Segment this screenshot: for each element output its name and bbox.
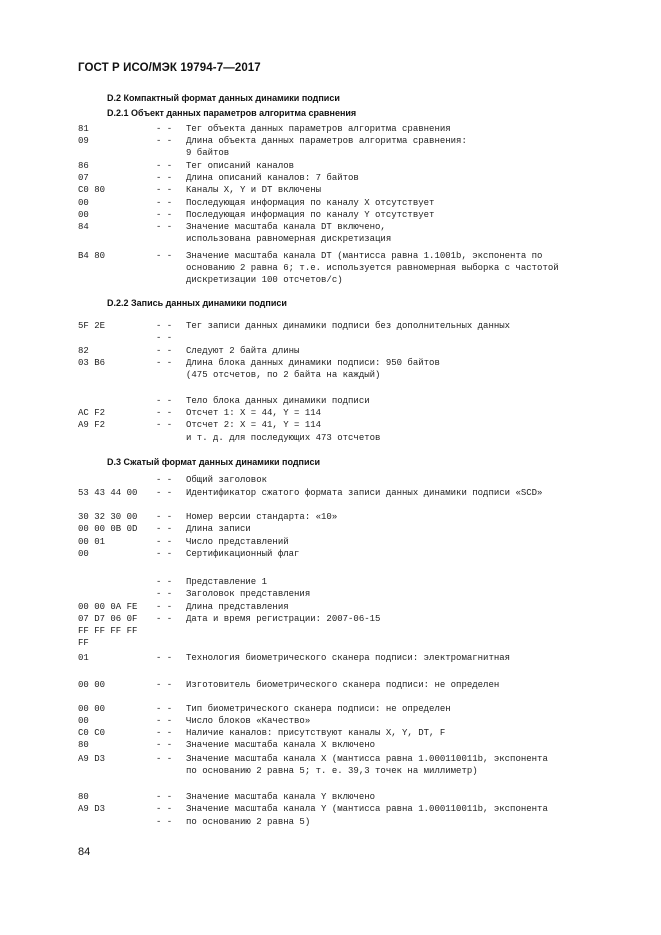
hex-code: 84: [78, 222, 89, 232]
listing-row: [78, 625, 631, 637]
listing-row: [78, 548, 631, 560]
listing-row: [78, 209, 631, 221]
dash-separator: - -: [156, 222, 173, 232]
dash-separator: - -: [156, 488, 173, 498]
dash-separator: - -: [156, 210, 173, 220]
listing-row: [78, 197, 631, 209]
row-description: дискретизации 100 отсчетов/с): [186, 275, 343, 285]
row-description: Тип биометрического сканера подписи: не определен: [186, 704, 451, 714]
row-description: Дата и время регистрации: 2007-06-15: [186, 614, 381, 624]
listing-row: [78, 432, 631, 444]
row-description: по основанию 2 равна 5): [186, 817, 311, 827]
dash-separator: - -: [156, 333, 173, 343]
row-description: и т. д. для последующих 473 отсчетов: [186, 433, 381, 443]
hex-code: 00 00 0A FE: [78, 602, 138, 612]
listing-row: [78, 613, 631, 625]
hex-code: C0 C0: [78, 728, 106, 738]
listing-row: [78, 576, 631, 588]
hex-code: 81: [78, 124, 89, 134]
listing-row: [78, 637, 631, 649]
dash-separator: - -: [156, 251, 173, 261]
row-description: Длина блока данных динамики подписи: 950 байтов: [186, 358, 440, 368]
listing-row: [78, 523, 631, 535]
hex-code: FF FF FF FF: [78, 626, 138, 636]
section-d21-title: D.2.1 Объект данных параметров алгоритма сравнения: [107, 108, 357, 118]
listing-row: [78, 816, 631, 828]
row-description: Длина записи: [186, 524, 251, 534]
listing-row: [78, 419, 631, 431]
hex-code: AC F2: [78, 408, 106, 418]
row-description: Изготовитель биометрического сканера подписи: не определен: [186, 680, 500, 690]
listing-row: [78, 147, 631, 159]
dash-separator: - -: [156, 817, 173, 827]
hex-code: 07: [78, 173, 89, 183]
dash-separator: - -: [156, 358, 173, 368]
row-description: по основанию 2 равна 5; т. е. 39,3 точек на миллиметр): [186, 766, 478, 776]
dash-separator: - -: [156, 512, 173, 522]
listing-row: [78, 233, 631, 245]
dash-separator: - -: [156, 321, 173, 331]
row-description: (475 отсчетов, по 2 байта на каждый): [186, 370, 381, 380]
row-description: основанию 2 равна 6; т.е. используется равномерная выборка с частотой: [186, 263, 559, 273]
row-description: Тег записи данных динамики подписи без дополнительных данных: [186, 321, 511, 331]
row-description: Следуют 2 байта длины: [186, 346, 300, 356]
row-description: Длина объекта данных параметров алгоритма сравнения:: [186, 136, 467, 146]
dash-separator: - -: [156, 475, 173, 485]
row-description: Идентификатор сжатого формата записи данных динамики подписи «SCD»: [186, 488, 543, 498]
hex-code: C0 80: [78, 185, 106, 195]
hex-code: 00: [78, 549, 89, 559]
listing-row: [78, 357, 631, 369]
listing-row: [78, 679, 631, 691]
dash-separator: - -: [156, 602, 173, 612]
row-description: Технология биометрического сканера подписи: электромагнитная: [186, 653, 511, 663]
hex-code: 09: [78, 136, 89, 146]
dash-separator: - -: [156, 549, 173, 559]
section-d2-title: D.2 Компактный формат данных динамики подписи: [107, 93, 340, 103]
row-description: Отсчет 1: X = 44, Y = 114: [186, 408, 322, 418]
row-description: Значение масштаба канала Y включено: [186, 792, 376, 802]
hex-code: 07 D7 06 0F: [78, 614, 138, 624]
row-description: Значение масштаба канала DT (мантисса равна 1.1001b, экспонента по: [186, 251, 543, 261]
row-description: Длина описаний каналов: 7 байтов: [186, 173, 359, 183]
hex-code: 82: [78, 346, 89, 356]
section-d3-title: D.3 Сжатый формат данных динамики подписи: [107, 457, 321, 467]
listing-row: [78, 172, 631, 184]
dash-separator: - -: [156, 420, 173, 430]
dash-separator: - -: [156, 408, 173, 418]
dash-separator: - -: [156, 754, 173, 764]
row-description: Последующая информация по каналу X отсутствует: [186, 198, 435, 208]
listing-row: [78, 791, 631, 803]
listing-row: [78, 407, 631, 419]
hex-code: 03 B6: [78, 358, 106, 368]
hex-code: 00 01: [78, 537, 106, 547]
row-description: Тег объекта данных параметров алгоритма сравнения: [186, 124, 451, 134]
section-d22-title: D.2.2 Запись данных динамики подписи: [107, 298, 287, 308]
dash-separator: - -: [156, 161, 173, 171]
listing-row: [78, 332, 631, 344]
row-description: Значение масштаба канала Y (мантисса равна 1.000110011b, экспонента: [186, 804, 548, 814]
row-description: Каналы X, Y и DT включены: [186, 185, 322, 195]
listing-row: [78, 487, 631, 499]
hex-code: 80: [78, 740, 89, 750]
dash-separator: - -: [156, 198, 173, 208]
hex-code: 00: [78, 210, 89, 220]
hex-code: 01: [78, 653, 89, 663]
row-description: Тег описаний каналов: [186, 161, 295, 171]
listing-row: [78, 803, 631, 815]
document-header: ГОСТ Р ИСО/МЭК 19794-7—2017: [78, 62, 261, 74]
listing-row: [78, 703, 631, 715]
hex-code: 00: [78, 198, 89, 208]
hex-code: A9 F2: [78, 420, 106, 430]
listing-row: [78, 739, 631, 751]
hex-code: 86: [78, 161, 89, 171]
listing-row: [78, 369, 631, 381]
listing-row: [78, 262, 631, 274]
row-description: Сертификационный флаг: [186, 549, 300, 559]
dash-separator: - -: [156, 185, 173, 195]
hex-code: A9 D3: [78, 804, 106, 814]
row-description: Значение масштаба канала DT включено,: [186, 222, 386, 232]
row-description: Заголовок представления: [186, 589, 311, 599]
hex-code: 00 00 0B 0D: [78, 524, 138, 534]
row-description: 9 байтов: [186, 148, 230, 158]
dash-separator: - -: [156, 704, 173, 714]
hex-code: 00: [78, 716, 89, 726]
dash-separator: - -: [156, 577, 173, 587]
listing-row: [78, 601, 631, 613]
dash-separator: - -: [156, 537, 173, 547]
dash-separator: - -: [156, 589, 173, 599]
listing-row: [78, 184, 631, 196]
dash-separator: - -: [156, 728, 173, 738]
listing-row: [78, 250, 631, 262]
dash-separator: - -: [156, 524, 173, 534]
row-description: Отсчет 2: X = 41, Y = 114: [186, 420, 322, 430]
hex-code: 5F 2E: [78, 321, 106, 331]
row-description: Значение масштаба канала X включено: [186, 740, 376, 750]
dash-separator: - -: [156, 716, 173, 726]
dash-separator: - -: [156, 346, 173, 356]
hex-code: 80: [78, 792, 89, 802]
row-description: Длина представления: [186, 602, 289, 612]
hex-code: A9 D3: [78, 754, 106, 764]
listing-row: [78, 474, 631, 486]
row-description: Последующая информация по каналу Y отсутствует: [186, 210, 435, 220]
listing-row: [78, 765, 631, 777]
listing-row: [78, 715, 631, 727]
listing-row: [78, 511, 631, 523]
listing-row: [78, 274, 631, 286]
hex-code: 30 32 30 00: [78, 512, 138, 522]
listing-row: [78, 123, 631, 135]
row-description: Общий заголовок: [186, 475, 268, 485]
listing-row: [78, 221, 631, 233]
listing-row: [78, 588, 631, 600]
dash-separator: - -: [156, 792, 173, 802]
listing-row: [78, 320, 631, 332]
row-description: Номер версии стандарта: «10»: [186, 512, 338, 522]
dash-separator: - -: [156, 804, 173, 814]
dash-separator: - -: [156, 396, 173, 406]
listing-row: [78, 135, 631, 147]
page-number: 84: [78, 846, 91, 858]
dash-separator: - -: [156, 173, 173, 183]
row-description: Число представлений: [186, 537, 289, 547]
listing-row: [78, 727, 631, 739]
listing-row: [78, 345, 631, 357]
dash-separator: - -: [156, 653, 173, 663]
row-description: Наличие каналов: присутствуют каналы X, Y, DT, F: [186, 728, 446, 738]
dash-separator: - -: [156, 124, 173, 134]
row-description: использована равномерная дискретизация: [186, 234, 392, 244]
row-description: Тело блока данных динамики подписи: [186, 396, 370, 406]
row-description: Число блоков «Качество»: [186, 716, 311, 726]
hex-code: 00 00: [78, 680, 106, 690]
hex-code: B4 80: [78, 251, 106, 261]
dash-separator: - -: [156, 136, 173, 146]
row-description: Представление 1: [186, 577, 268, 587]
hex-code: 00 00: [78, 704, 106, 714]
listing-row: [78, 395, 631, 407]
row-description: Значение масштаба канала X (мантисса равна 1.000110011b, экспонента: [186, 754, 548, 764]
dash-separator: - -: [156, 740, 173, 750]
dash-separator: - -: [156, 614, 173, 624]
listing-row: [78, 536, 631, 548]
listing-row: [78, 753, 631, 765]
hex-code: 53 43 44 00: [78, 488, 138, 498]
dash-separator: - -: [156, 680, 173, 690]
listing-row: [78, 160, 631, 172]
hex-code: FF: [78, 638, 89, 648]
listing-row: [78, 652, 631, 664]
